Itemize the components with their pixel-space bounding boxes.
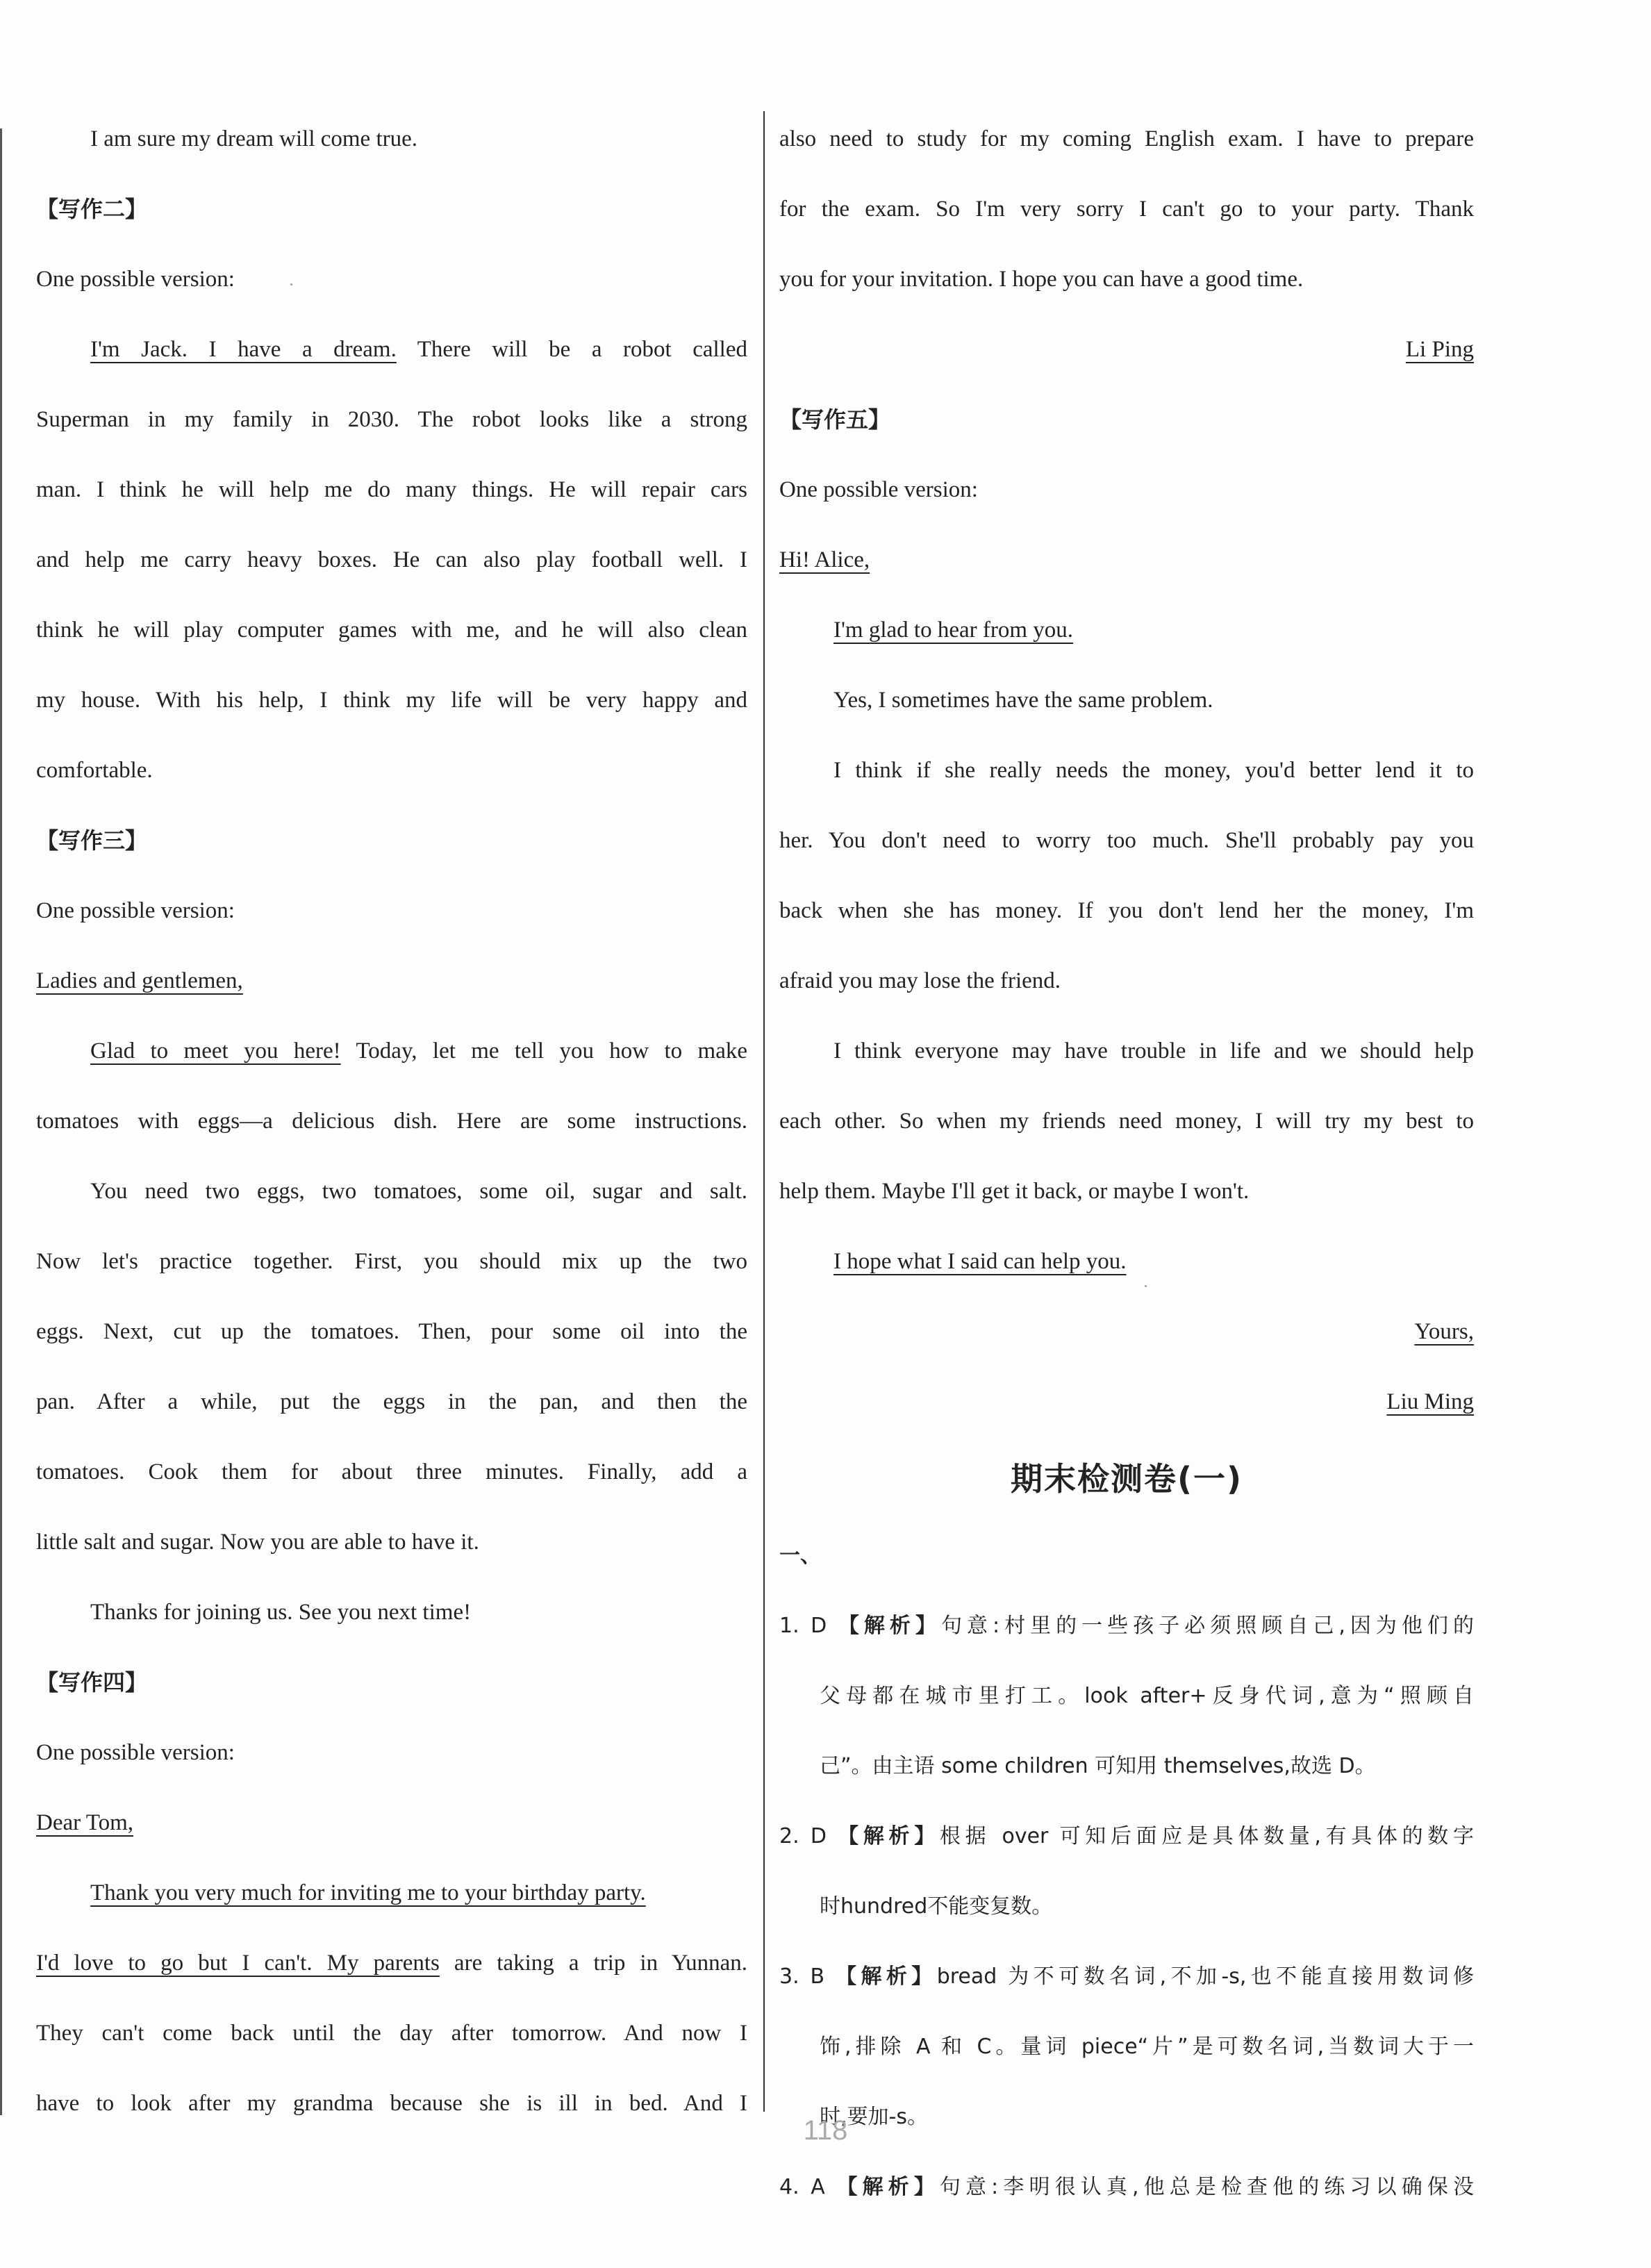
answer-line: 时hundred不能变复数。 [820, 1894, 1053, 1919]
text-line: you for your invitation. I hope you can have a good time. [779, 267, 1304, 292]
signature-line [779, 315, 1474, 385]
underlined-phrase: I'd love to go but I can't. My parents [36, 1951, 440, 1976]
text-line: tomatoes with eggs—a delicious dish. Here are some instructions. [36, 1109, 747, 1134]
text-span: Today, let me tell you how to make [340, 1038, 747, 1063]
version-label: One possible version: [36, 1740, 235, 1765]
text-line: help them. Maybe I'll get it back, or maybe I won't. [779, 1179, 1250, 1204]
signature: Liu Ming [1386, 1389, 1474, 1414]
text-line: back when she has money. If you don't lend her the money, I'm [779, 898, 1474, 923]
text-line: man. I think he will help me do many things. He will repair cars [36, 477, 747, 502]
answer-text: 句意:李明很认真,他总是检查他的练习以确保没 [939, 2175, 1474, 2199]
text-span: are taking a trip in Yunnan. [439, 1951, 747, 1976]
text-line [36, 1016, 747, 1086]
signature-line [779, 1367, 1474, 1437]
answer-line [779, 1801, 1474, 1871]
underlined-phrase: Glad to meet you here! [90, 1038, 341, 1063]
text-line: have to look after my grandma because she is ill in bed. And I [36, 2091, 747, 2116]
answer-line [779, 1942, 1474, 2012]
analysis-tag: 【解析】 [836, 2175, 940, 2199]
binding-edge-line [0, 129, 2, 2115]
text-line: her. You don't need to worry too much. She'll probably pay you [779, 828, 1474, 853]
text-line: each other. So when my friends need money, I will try my best to [779, 1109, 1474, 1134]
section-heading-writing-3: 【写作三】 [36, 827, 148, 854]
text-line [36, 1928, 747, 1998]
text-line [779, 595, 1474, 665]
left-column [36, 104, 747, 2139]
text-line [36, 315, 747, 385]
text-line: Now let's practice together. First, you should mix up the two [36, 1249, 747, 1274]
answer-line: 己”。由主语 some children 可知用 themselves,故选 D。 [820, 1754, 1376, 1778]
question-number: 4. A [779, 2175, 825, 2199]
analysis-tag: 【解析】 [838, 1614, 941, 1638]
text-line: tomatoes. Cook them for about three minutes. Finally, add a [36, 1459, 747, 1484]
text-line: Thanks for joining us. See you next time! [90, 1600, 472, 1625]
analysis-tag: 【解析】 [836, 1964, 937, 1989]
text-line: I think if she really needs the money, you'd better lend it to [833, 758, 1474, 783]
text-line: and help me carry heavy boxes. He can also play football well. I [36, 547, 747, 572]
text-line [779, 1227, 1474, 1297]
answer-line [779, 2152, 1474, 2222]
text-line: comfortable. [36, 758, 153, 783]
exam-title: 期末检测卷(一) [1010, 1460, 1243, 1498]
text-line: I am sure my dream will come true. [90, 126, 418, 151]
text-line: also need to study for my coming English exam. I have to prepare [779, 126, 1474, 151]
underlined-phrase: I'm Jack. I have a dream. [90, 337, 397, 362]
answer-line [779, 1591, 1474, 1661]
page-number: 118 [803, 2115, 848, 2146]
closing-line [779, 1297, 1474, 1367]
text-line: little salt and sugar. Now you are able to have it. [36, 1530, 479, 1555]
text-line: pan. After a while, put the eggs in the pan, and then the [36, 1389, 747, 1414]
answer-text: 根据 over 可知后面应是具体数量,有具体的数字 [939, 1824, 1474, 1848]
section-heading-writing-2: 【写作二】 [36, 196, 148, 222]
text-line: my house. With his help, I think my life will be very happy and [36, 688, 747, 713]
text-line [36, 1788, 747, 1858]
question-number: 3. B [779, 1964, 825, 1989]
underlined-phrase: Hi! Alice, [779, 547, 870, 572]
text-span: There will be a robot called [396, 337, 747, 362]
answer-line: 父母都在城市里打工。look after+反身代词,意为“照顾自 [820, 1684, 1474, 1708]
text-line: think he will play computer games with me, and he will also clean [36, 618, 747, 643]
right-column [779, 104, 1474, 2222]
text-line: for the exam. So I'm very sorry I can't go to your party. Thank [779, 197, 1474, 222]
answer-line: 时,要加-s。 [820, 2105, 928, 2129]
underlined-phrase: Dear Tom, [36, 1810, 134, 1835]
text-line: You need two eggs, two tomatoes, some oil, sugar and salt. [90, 1179, 747, 1204]
answer-text: 句意:村里的一些孩子必须照顾自己,因为他们的 [940, 1614, 1474, 1638]
section-heading-writing-5: 【写作五】 [779, 406, 891, 433]
question-number: 2. D [779, 1824, 827, 1848]
text-line: I think everyone may have trouble in life and we should help [833, 1038, 1474, 1063]
version-label: One possible version: [36, 898, 235, 923]
text-line: Yes, I sometimes have the same problem. [833, 688, 1213, 713]
text-line [779, 525, 1474, 595]
version-label: One possible version: [36, 267, 235, 292]
text-line [36, 946, 747, 1016]
text-line: Superman in my family in 2030. The robot looks like a strong [36, 407, 747, 432]
column-divider [763, 111, 765, 2112]
text-line: They can't come back until the day after tomorrow. And now I [36, 2021, 747, 2046]
underlined-phrase: I'm glad to hear from you. [833, 618, 1074, 643]
text-line: eggs. Next, cut up the tomatoes. Then, pour some oil into the [36, 1319, 747, 1344]
text-line [36, 1858, 747, 1928]
text-line: afraid you may lose the friend. [779, 968, 1061, 993]
underlined-phrase: Ladies and gentlemen, [36, 968, 243, 993]
closing: Yours, [1414, 1319, 1474, 1344]
underlined-phrase: I hope what I said can help you. [833, 1249, 1127, 1274]
section-heading-writing-4: 【写作四】 [36, 1669, 148, 1696]
version-label: One possible version: [779, 477, 978, 502]
question-number: 1. D [779, 1614, 827, 1638]
section-number: 一、 [779, 1543, 821, 1568]
answer-text: bread 为不可数名词,不加-s,也不能直接用数词修 [936, 1964, 1474, 1989]
analysis-tag: 【解析】 [838, 1824, 940, 1848]
signature: Li Ping [1405, 337, 1474, 362]
underlined-phrase: Thank you very much for inviting me to your birthday party. [90, 1880, 646, 1905]
answer-line: 饰,排除 A 和 C。量词 piece“片”是可数名词,当数词大于一 [820, 2035, 1474, 2059]
